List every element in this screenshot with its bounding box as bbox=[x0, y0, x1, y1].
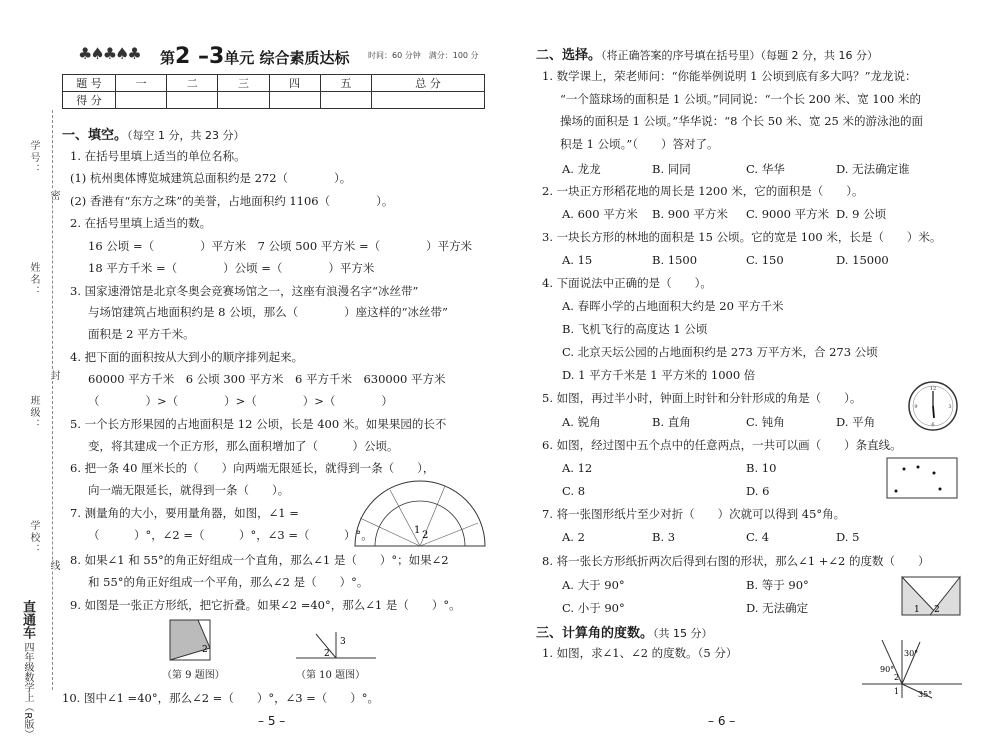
c-q1-opt-b[interactable]: B. 同同 bbox=[652, 162, 691, 176]
class-label: 班级： bbox=[28, 395, 39, 431]
c-q7-opt-c[interactable]: C. 4 bbox=[746, 530, 770, 544]
q4: 4. 把下面的面积按从大到小的顺序排列起来。 bbox=[70, 350, 304, 364]
section-3-title: 三、计算角的度数。（共 15 分） bbox=[536, 626, 713, 641]
c-q2: 2. 一块正方形稻花地的周长是 1200 米，它的面积是（ ）。 bbox=[542, 184, 864, 198]
svg-text:12: 12 bbox=[929, 386, 937, 392]
seal-char-2: 封 bbox=[48, 370, 59, 380]
fig9-figure bbox=[168, 618, 216, 662]
angle-figure bbox=[862, 640, 962, 700]
q1-1: (1) 杭州奥体博览城建筑总面积约是 272（ ）。 bbox=[70, 171, 352, 185]
page-number-left: – 5 – bbox=[258, 714, 286, 728]
c-q5-opt-c[interactable]: C. 钝角 bbox=[746, 415, 785, 429]
q10: 10. 图中∠1 =40°，那么∠2 =（ ）°，∠3 =（ ）°。 bbox=[62, 691, 380, 705]
fig9-caption: （第 9 题图） bbox=[162, 670, 225, 681]
q1-2: (2) 香港有“东方之珠”的美誉，占地面积约 1106（ ）。 bbox=[70, 194, 394, 208]
c-q1-line4: 积是 1 公顷。”（ ）答对了。 bbox=[560, 137, 719, 151]
binding-margin bbox=[0, 0, 58, 754]
c-q5-opt-a[interactable]: A. 锐角 bbox=[562, 415, 601, 429]
c-q4-opt-c[interactable]: C. 北京天坛公园的占地面积约是 273 万平方米，合 273 公顷 bbox=[562, 345, 878, 359]
fig10-label-2: 2 bbox=[324, 649, 330, 659]
brand-text: 四年级数学上（R版） bbox=[22, 642, 33, 740]
school-label: 学校： bbox=[28, 520, 39, 556]
brand-logo: 直通车 bbox=[20, 600, 35, 639]
five-points-figure bbox=[886, 457, 958, 499]
s3-q1: 1. 如图，求∠1、∠2 的度数。（5 分） bbox=[542, 646, 738, 660]
seal-char-1: 密 bbox=[48, 190, 59, 200]
c-q7: 7. 将一张图形纸片至少对折（ ）次就可以得到 45°角。 bbox=[542, 507, 846, 521]
q2-line2: 18 平方千米 =（ ）公顷 =（ ）平方米 bbox=[88, 261, 375, 275]
protractor-label-1: 1 bbox=[414, 525, 421, 536]
q4-answer: （ ）>（ ）>（ ）>（ ） bbox=[88, 394, 393, 408]
c-q8-opt-a[interactable]: A. 大于 90° bbox=[562, 578, 625, 592]
q3-line2: 与场馆建筑占地面积约是 8 公顷，那么（ ）座这样的“冰丝带” bbox=[88, 305, 448, 319]
c-q4-opt-b[interactable]: B. 飞机飞行的高度达 1 公顷 bbox=[562, 322, 708, 336]
fig10-figure bbox=[296, 630, 376, 664]
c-q1-opt-a[interactable]: A. 龙龙 bbox=[562, 162, 601, 176]
q9: 9. 如图是一张正方形纸，把它折叠。如果∠2 =40°，那么∠1 是（ ）°。 bbox=[70, 598, 461, 612]
q8: 8. 如果∠1 和 55°的角正好组成一个直角，那么∠1 是（ ）°；如果∠2 bbox=[70, 553, 449, 567]
angle-label-35: 35° bbox=[918, 690, 933, 699]
score-table bbox=[62, 74, 485, 109]
q5: 5. 一个长方形果园的占地面积是 12 公顷，长是 400 米。如果果园的长不 bbox=[70, 417, 447, 431]
fig9-label-2: 2 bbox=[202, 645, 208, 655]
c-q8-opt-b[interactable]: B. 等于 90° bbox=[746, 578, 809, 592]
angle-label-1: 1 bbox=[894, 687, 900, 696]
fold-label-1: 1 bbox=[914, 605, 920, 615]
c-q8-opt-c[interactable]: C. 小于 90° bbox=[562, 601, 625, 615]
c-q1-opt-d[interactable]: D. 无法确定谁 bbox=[836, 162, 910, 176]
c-q7-opt-a[interactable]: A. 2 bbox=[562, 530, 585, 544]
q6-line2: 向一端无限延长，就得到一条（ ）。 bbox=[88, 483, 290, 497]
student-no-label: 学号： bbox=[28, 140, 39, 176]
c-q1-opt-c[interactable]: C. 华华 bbox=[746, 162, 785, 176]
c-q3-opt-b[interactable]: B. 1500 bbox=[652, 253, 698, 267]
c-q2-opt-a[interactable]: A. 600 平方米 bbox=[562, 207, 638, 221]
protractor-figure bbox=[350, 478, 490, 550]
c-q4-opt-a[interactable]: A. 春晖小学的占地面积大约是 20 平方千米 bbox=[562, 299, 784, 313]
score-table-row: 得 分 bbox=[63, 92, 485, 109]
c-q2-opt-c[interactable]: C. 9000 平方米 bbox=[746, 207, 830, 221]
time-score: 时间：60 分钟 满分：100 分 bbox=[368, 51, 479, 60]
q7-line2: （ ）°，∠2 =（ ）°，∠3 =（ ）°。 bbox=[88, 528, 373, 542]
c-q6-opt-b[interactable]: B. 10 bbox=[746, 461, 777, 475]
q8-line2: 和 55°的角正好组成一个平角，那么∠2 是（ ）°。 bbox=[88, 575, 369, 589]
fig10-label-3: 3 bbox=[340, 637, 346, 647]
c-q1-line2: “一个篮球场的面积是 1 公顷。”同同说：“一个长 200 米、宽 100 米的 bbox=[560, 92, 922, 106]
page-number-right: – 6 – bbox=[708, 714, 736, 728]
page-title: 第2 –3单元 综合素质达标 bbox=[160, 44, 350, 69]
q1: 1. 在括号里填上适当的单位名称。 bbox=[70, 149, 246, 163]
svg-text:3: 3 bbox=[948, 404, 952, 410]
q3: 3. 国家速滑馆是北京冬奥会竞赛场馆之一，这座有浪漫名字“冰丝带” bbox=[70, 284, 419, 298]
section-2-title: 二、选择。（将正确答案的序号填在括号里）（每题 2 分，共 16 分） bbox=[536, 48, 878, 63]
c-q5-opt-b[interactable]: B. 直角 bbox=[652, 415, 691, 429]
c-q6-opt-a[interactable]: A. 12 bbox=[562, 461, 593, 475]
c-q7-opt-b[interactable]: B. 3 bbox=[652, 530, 676, 544]
q4-items: 60000 平方千米 6 公顷 300 平方米 6 平方千米 630000 平方米 bbox=[88, 372, 446, 386]
c-q5: 5. 如图，再过半小时，钟面上时针和分针形成的角是（ ）。 bbox=[542, 391, 862, 405]
brand bbox=[18, 600, 37, 739]
c-q5-opt-d[interactable]: D. 平角 bbox=[836, 415, 876, 429]
name-label: 姓名： bbox=[28, 262, 39, 298]
c-q3-opt-d[interactable]: D. 15000 bbox=[836, 253, 889, 267]
c-q3-opt-c[interactable]: C. 150 bbox=[746, 253, 784, 267]
c-q4: 4. 下面说法中正确的是（ ）。 bbox=[542, 276, 712, 290]
c-q2-opt-d[interactable]: D. 9 公顷 bbox=[836, 207, 887, 221]
angle-label-2: 2 bbox=[894, 673, 900, 682]
fig10-caption: （第 10 题图） bbox=[296, 670, 366, 681]
angle-label-30: 30° bbox=[904, 649, 919, 658]
c-q4-opt-d[interactable]: D. 1 平方千米是 1 平方米的 1000 倍 bbox=[562, 368, 756, 382]
c-q3-opt-a[interactable]: A. 15 bbox=[562, 253, 593, 267]
c-q3: 3. 一块长方形的林地的面积是 15 公顷。它的宽是 100 米，长是（ ）米。 bbox=[542, 230, 942, 244]
q3-line3: 面积是 2 平方千米。 bbox=[88, 327, 195, 341]
fold-label-2: 2 bbox=[934, 605, 940, 615]
clock-icon bbox=[907, 380, 959, 432]
right-page bbox=[500, 0, 1000, 754]
c-q1-line3: 操场的面积是 1 公顷。”华华说：“8 个长 50 米、宽 25 米的游泳池的面 bbox=[560, 114, 923, 128]
c-q2-opt-b[interactable]: B. 900 平方米 bbox=[652, 207, 728, 221]
c-q8-opt-d[interactable]: D. 无法确定 bbox=[746, 601, 809, 615]
title-row bbox=[78, 44, 498, 70]
svg-text:6: 6 bbox=[931, 422, 935, 428]
c-q6-opt-c[interactable]: C. 8 bbox=[562, 484, 586, 498]
score-table-header: 题 号 一 二 三 四 五 总 分 bbox=[63, 75, 485, 92]
c-q8: 8. 将一张长方形纸折两次后得到右图的形状，那么∠1 +∠2 的度数（ ） bbox=[542, 554, 930, 568]
c-q6-opt-d[interactable]: D. 6 bbox=[746, 484, 770, 498]
q6: 6. 把一条 40 厘米长的（ ）向两端无限延长，就得到一条（ ）， bbox=[70, 461, 435, 475]
decoration-icon: ♣♠♣♠♣ bbox=[78, 44, 140, 63]
q2-line1: 16 公顷 =（ ）平方米 7 公顷 500 平方米 =（ ）平方米 bbox=[88, 239, 473, 253]
c-q6: 6. 如图，经过图中五个点中的任意两点，一共可以画（ ）条直线。 bbox=[542, 438, 902, 452]
c-q7-opt-d[interactable]: D. 5 bbox=[836, 530, 860, 544]
angle-label-90: 90° bbox=[880, 665, 895, 674]
folded-paper-figure bbox=[900, 575, 962, 617]
q7: 7. 测量角的大小，要用量角器，如图，∠1 = bbox=[70, 506, 299, 520]
c-q1: 1. 数学课上，荣老师问：“你能举例说明 1 公顷到底有多大吗？”龙龙说： bbox=[542, 69, 917, 83]
section-1-title: 一、填空。（每空 1 分，共 23 分） bbox=[62, 128, 245, 143]
q5-line2: 变，将其建成一个正方形，那么面积增加了（ ）公顷。 bbox=[88, 439, 399, 453]
protractor-label-2: 2 bbox=[422, 530, 429, 541]
q2: 2. 在括号里填上适当的数。 bbox=[70, 216, 212, 230]
svg-text:9: 9 bbox=[914, 404, 918, 410]
seal-char-3: 线 bbox=[48, 560, 59, 570]
